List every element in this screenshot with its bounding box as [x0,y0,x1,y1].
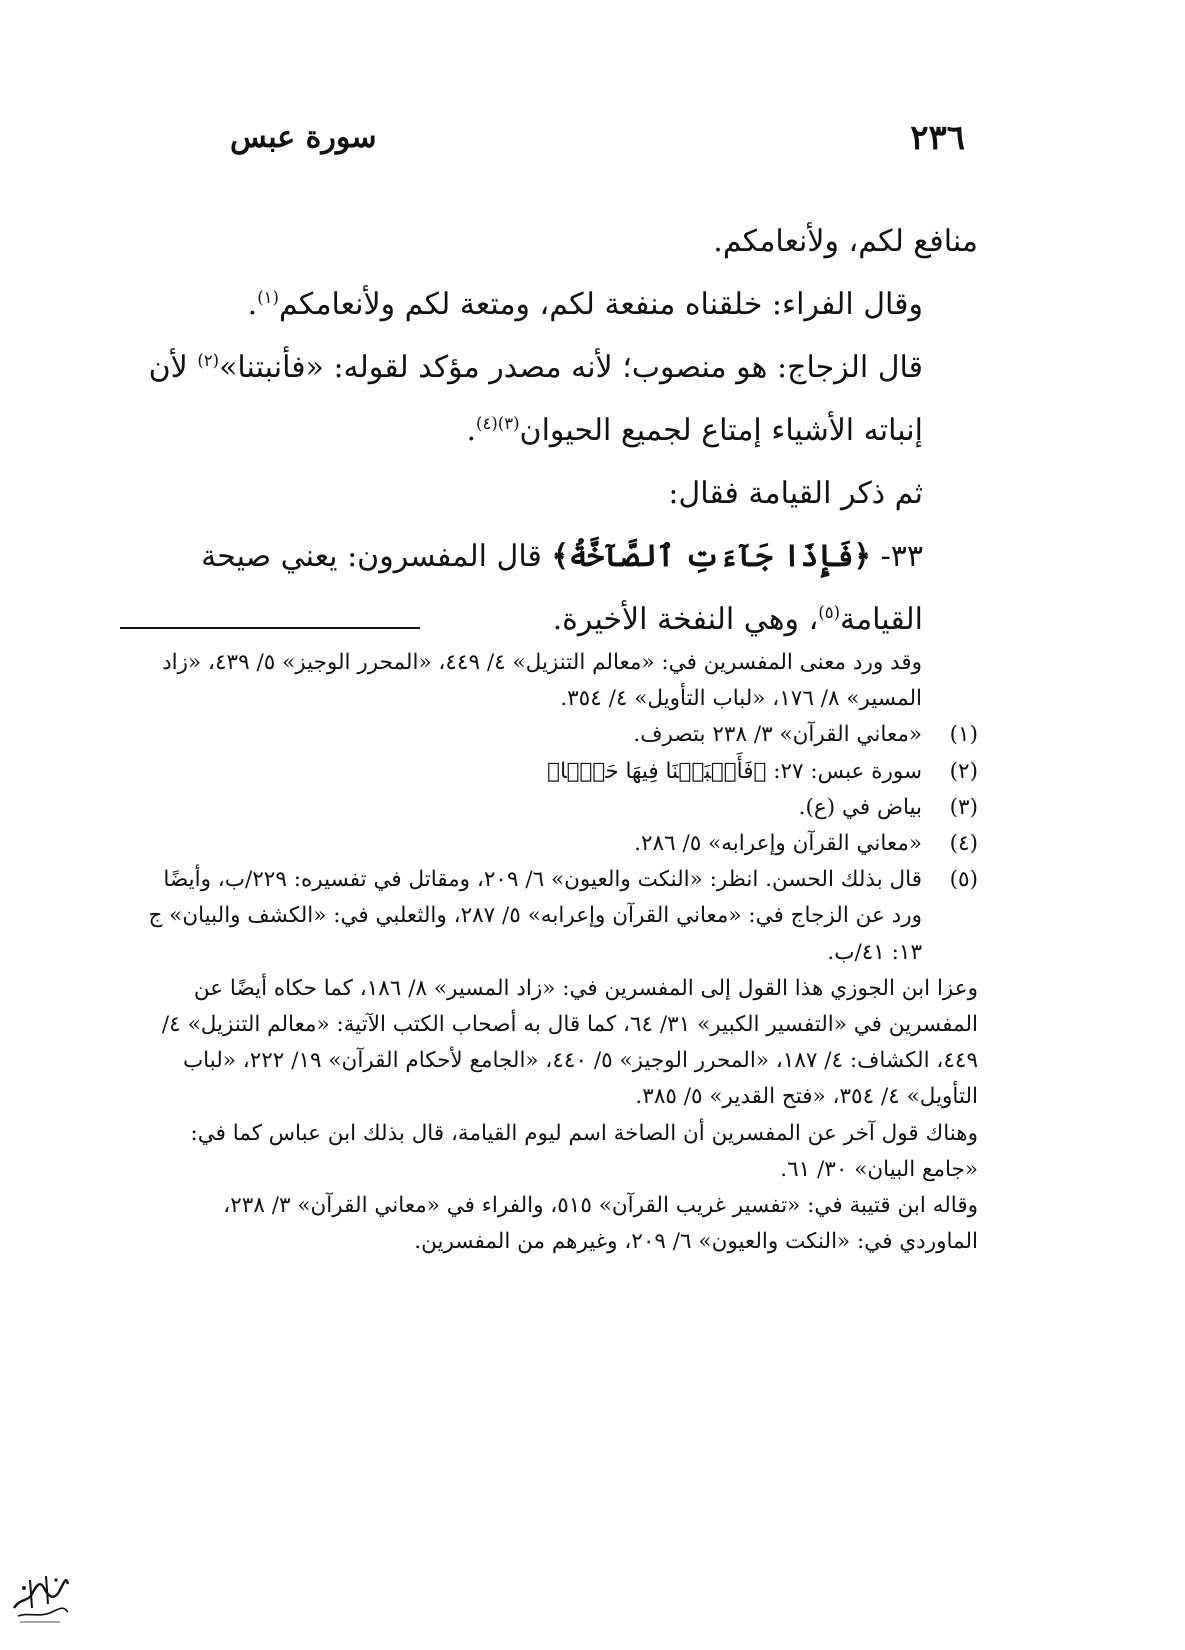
footnote-other-view-paragraph: وهناك قول آخر عن المفسرين أن الصاخة اسم ليوم القيامة، قال بذلك ابن عباس كما في: «جامع البيان» ٣٠/ ٦١. [190,1120,978,1182]
footnote-5 [140,862,978,971]
footnote-1 [140,717,978,753]
footnote-text: «معاني القرآن» ٣/ ٢٣٨ بتصرف. [633,722,922,748]
zajjaj-paragraph: قال الزجاج: هو منصوب؛ لأنه مصدر مؤكد لقوله: «فأنبتنا»$^{(٢)}$ لأن إنباته الأشياء إمتاع لجميع الحيوان$^{(٣)(٤)}$. [148,350,923,448]
verse-number: ٣٣- [880,539,923,574]
footnote-qutayba-paragraph: وقاله ابن قتيبة في: «تفسير غريب القرآن» ٥١٥، والفراء في «معاني القرآن» ٣/ ٢٣٨، الماوردي في: «النكت والعيون» ٦/ ٢٠٩، وغيرهم من المفسرين. [223,1193,978,1255]
calligraphy-logo-icon [10,1568,70,1626]
footnote-ref-2[interactable]: (٢) [197,351,220,370]
main-text [120,210,978,651]
footnote-number: (٢) [949,758,978,784]
footnote-ref-3-4[interactable]: (٣)(٤) [476,414,520,433]
footnote-number: (٣) [949,794,978,820]
footnote-ref-5[interactable]: (٥) [818,603,840,622]
verse-paragraph: ٣٣- ﴿فَإِذَا جَآءَتِ ٱلصَّآخَّةُ﴾ قال المفسرون: يعني صيحة القيامة$^{(٥)}$، وهي النفخة الأخيرة. [201,539,923,637]
footnote-text: سورة عبس: ٢٧: ﴿فَأَنۢبَتۡنَا فِيهَا حَبࣰّا﴾ [547,758,922,784]
footnote-separator [120,627,420,629]
page-header [230,112,965,162]
footnote-number: (١) [949,722,978,748]
farra-paragraph: وقال الفراء: خلقناه منفعة لكم، ومتعة لكم ولأنعامكم$^{(١)}$. [247,287,923,322]
main-line-1: منافع لكم، ولأنعامكم. [713,224,978,259]
footnote-text: قال بذلك الحسن. انظر: «النكت والعيون» ٦/ ٢٠٩، ومقاتل في تفسيره: ٢٢٩/ب، وأيضًا ورد عن الزجاج في: «معاني القرآن وإعرابه» ٥/ ٢٨٧، والثعلبي في: «الكشف والبيان» ج ١٣: ٤١/ب. [148,867,922,965]
footnote-text: «معاني القرآن وإعرابه» ٥/ ٢٨٦. [634,831,922,857]
footnote-4 [140,826,978,862]
footnote-3 [140,790,978,826]
surah-title: سورة عبس [230,120,377,155]
footnotes [140,645,978,1260]
footnote-2 [140,754,978,790]
footnote-jawzi-paragraph: وعزا ابن الجوزي هذا القول إلى المفسرين في: «زاد المسير» ٨/ ١٨٦، كما حكاه أيضًا عن المفسرين في «التفسير الكبير» ٣١/ ٦٤، كما قال به أصحاب الكتب الآتية: «معالم التنزيل» ٤/ ٤٤٩، الكشاف: ٤/ ١٨٧، «المحرر الوجيز» ٥/ ٤٤٠، «الجامع لأحكام القرآن» ١٩/ ٢٢٢، «لباب التأويل» ٤/ ٣٥٤، «فتح القدير» ٥/ ٣٨٥. [161,975,978,1110]
page-number: ٢٣٦ [910,118,965,158]
quran-verse: ﴿فَإِذَا جَآءَتِ ٱلصَّآخَّةُ﴾ [551,539,872,574]
footnote-number: (٥) [949,867,978,893]
footnote-number: (٤) [949,831,978,857]
footnote-text: بياض في (ع). [798,794,922,820]
footnote-ref-1[interactable]: (١) [257,288,279,307]
thumma-line: ثم ذكر القيامة فقال: [668,476,923,511]
footnote-continuation-intro: وقد ورد معنى المفسرين في: «معالم التنزيل» ٤/ ٤٤٩، «المحرر الوجيز» ٥/ ٤٣٩، «زاد المسير» ٨/ ١٧٦، «لباب التأويل» ٤/ ٣٥٤. [162,650,922,712]
